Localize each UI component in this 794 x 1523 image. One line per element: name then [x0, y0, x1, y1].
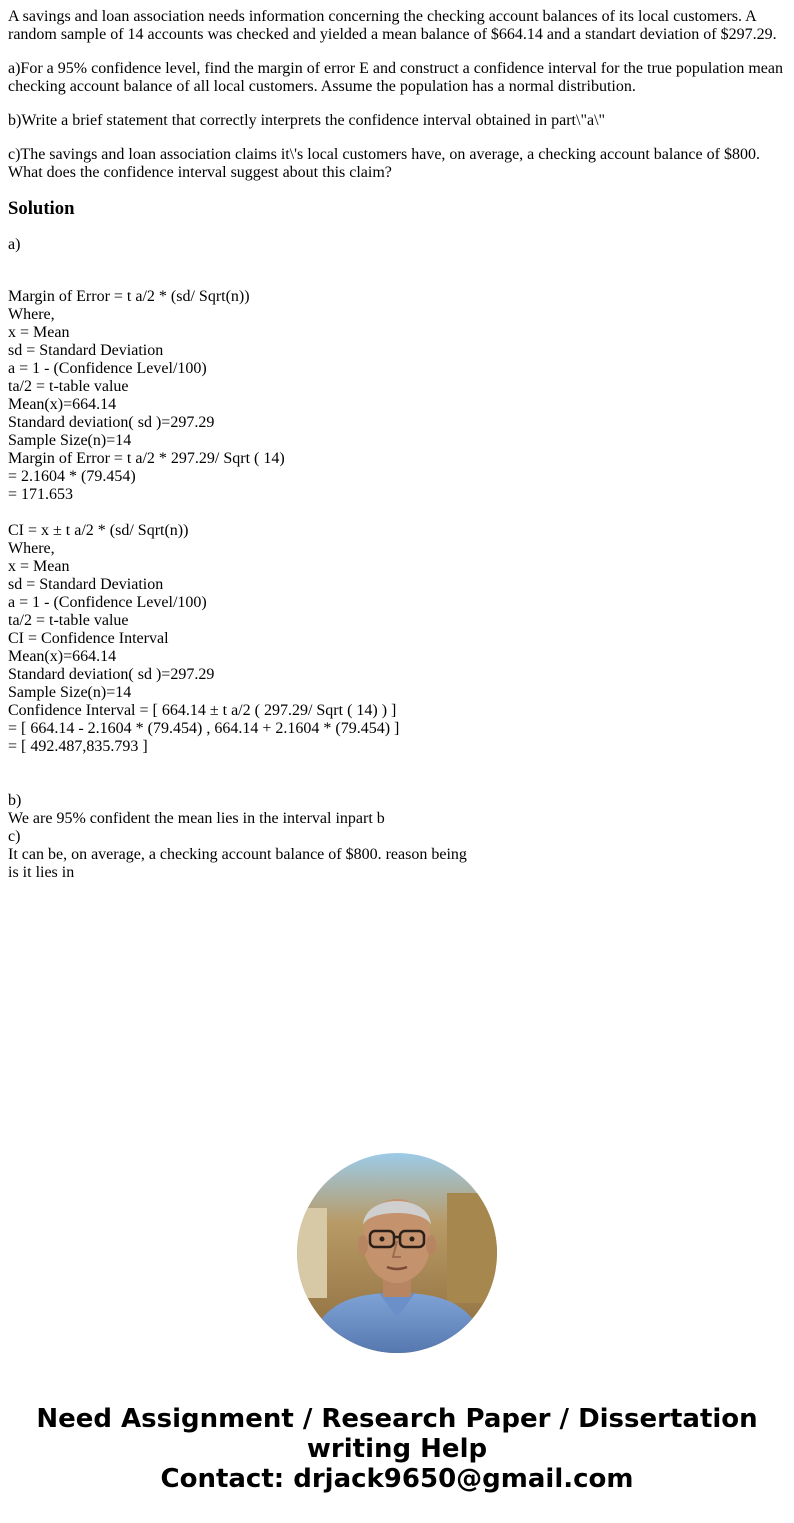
margin-line: Standard deviation( sd )=297.29	[8, 414, 215, 431]
solution-label-a: a)	[8, 236, 21, 253]
margin-line: x = Mean	[8, 324, 70, 341]
footer-contact: Contact: drjack9650@gmail.com	[160, 1464, 634, 1494]
tail-line: It can be, on average, a checking account balance of $800. reason being	[8, 846, 467, 863]
ci-line: Where,	[8, 540, 55, 557]
ci-line: = [ 664.14 - 2.1604 * (79.454) , 664.14 + 2.1604 * (79.454) ]	[8, 720, 400, 737]
spacer	[8, 504, 786, 522]
footer-line-1: Need Assignment / Research Paper / Dissertation	[36, 1404, 758, 1434]
ci-line: Sample Size(n)=14	[8, 684, 132, 701]
footer-line-2: writing Help	[306, 1434, 488, 1464]
margin-line: sd = Standard Deviation	[8, 342, 164, 359]
ci-line: sd = Standard Deviation	[8, 576, 164, 593]
document-body	[8, 8, 786, 882]
question-intro: A savings and loan association needs information concerning the checking account balances of its local customers. A random sample of 14 accounts was checked and yielded a mean balance of $664.14 and a standart deviation of $297.29.	[8, 8, 777, 43]
ci-line: Standard deviation( sd )=297.29	[8, 666, 215, 683]
solution-heading: Solution	[8, 198, 75, 219]
margin-line: Mean(x)=664.14	[8, 396, 117, 413]
question-part-b: b)Write a brief statement that correctly interprets the confidence interval obtained in part\"a\"	[8, 112, 606, 129]
margin-line: = 171.653	[8, 486, 74, 503]
tail-line: c)	[8, 828, 21, 845]
margin-line: ta/2 = t-table value	[8, 378, 129, 395]
portrait-illustration	[297, 1153, 497, 1353]
author-photo	[297, 1153, 497, 1353]
ci-line: Mean(x)=664.14	[8, 648, 117, 665]
ci-line: = [ 492.487,835.793 ]	[8, 738, 148, 755]
ci-line: Confidence Interval = [ 664.14 ± t a/2 ( 297.29/ Sqrt ( 14) ) ]	[8, 702, 397, 719]
ci-line: CI = Confidence Interval	[8, 630, 169, 647]
question-part-c: c)The savings and loan association claims it\'s local customers have, on average, a checking account balance of $800. What does the confidence interval suggest about this claim?	[8, 146, 760, 181]
spacer	[8, 270, 786, 288]
margin-line: a = 1 - (Confidence Level/100)	[8, 360, 207, 377]
margin-line: Margin of Error = t a/2 * 297.29/ Sqrt ( 14)	[8, 450, 285, 467]
solution-body	[8, 270, 786, 882]
margin-line: Sample Size(n)=14	[8, 432, 132, 449]
question-part-a: a)For a 95% confidence level, find the margin of error E and construct a confidence interval for the true population mean checking account balance of all local customers. Assume the population has a normal distribution.	[8, 60, 783, 95]
ci-line: ta/2 = t-table value	[8, 612, 129, 629]
ci-line: CI = x ± t a/2 * (sd/ Sqrt(n))	[8, 522, 189, 539]
spacer	[8, 774, 786, 792]
ci-line: x = Mean	[8, 558, 70, 575]
footer-banner	[0, 1404, 794, 1494]
margin-line: Margin of Error = t a/2 * (sd/ Sqrt(n))	[8, 288, 250, 305]
tail-line: is it lies in	[8, 864, 75, 881]
spacer	[8, 756, 786, 774]
ci-line: a = 1 - (Confidence Level/100)	[8, 594, 207, 611]
margin-line: = 2.1604 * (79.454)	[8, 468, 136, 485]
tail-line: We are 95% confident the mean lies in the interval inpart b	[8, 810, 385, 827]
tail-line: b)	[8, 792, 22, 809]
margin-line: Where,	[8, 306, 55, 323]
